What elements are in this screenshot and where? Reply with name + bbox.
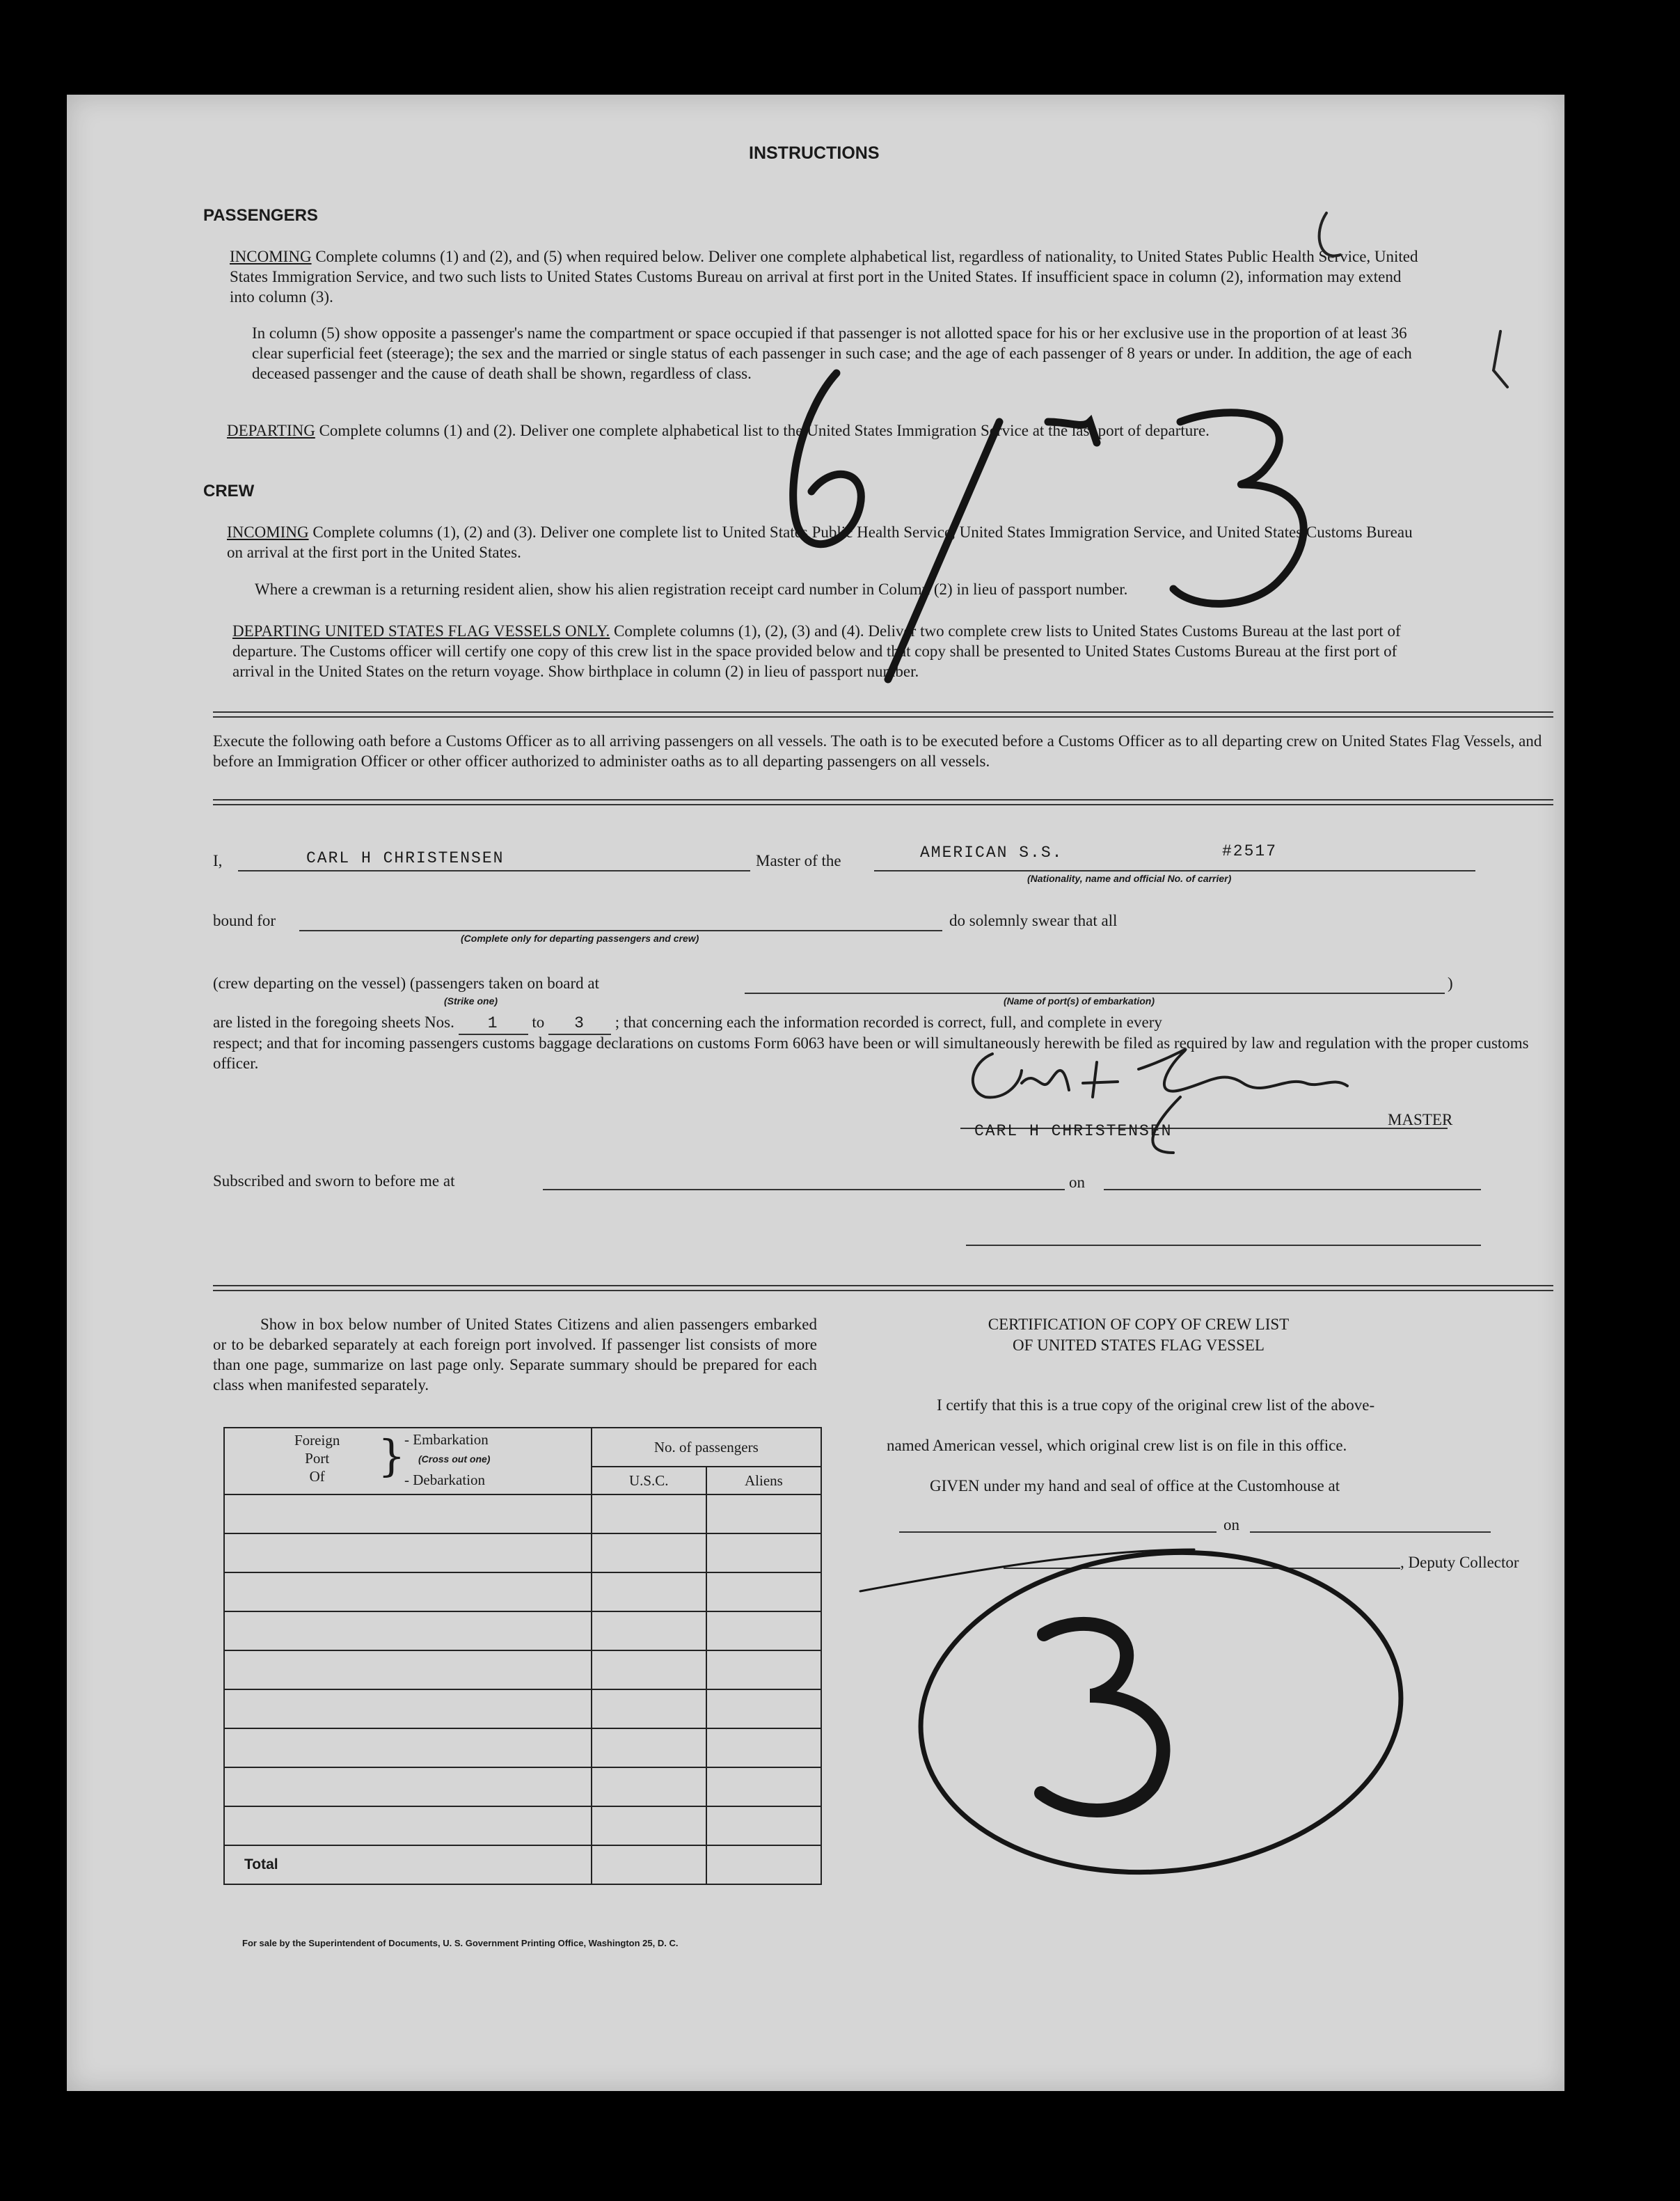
certification-text-3: GIVEN under my hand and seal of office at the Customhouse at [930, 1477, 1340, 1494]
carrier-caption: (Nationality, name and official No. of carrier) [1027, 873, 1232, 884]
certification-title [874, 1314, 1403, 1356]
table-row [224, 1728, 821, 1767]
section-divider-3 [213, 1285, 1553, 1291]
listed-sentence [213, 1012, 1553, 1035]
table-row [224, 1533, 821, 1572]
carrier-line [874, 870, 1475, 871]
section-divider-1 [213, 711, 1553, 718]
sheet-to-field[interactable]: 3 [548, 1013, 611, 1035]
crew-departing-paragraph [232, 621, 1431, 681]
certification-text-2: named American vessel, which original crew list is on file in this office. [887, 1437, 1347, 1454]
crew-departing-text: Complete columns (1), (2), (3) and (4). Deliver two complete crew lists to United States Customs Bureau at the last port of departure. The Customs officer will certify one copy of this crew list in the space provided below and that copy shall be presented to United States Customs Bureau at the first port of arrival in the United States on the return voyage. Show birthplace in column (2) in lieu of passport number. [232, 622, 1401, 680]
foreign-port-header [224, 1428, 592, 1494]
crew-incoming-text: Complete columns (1), (2) and (3). Deliver one complete list to United States Public Health Service, United States Immigration Service, and United States Customs Bureau on arrival at the first port in the United States. [227, 523, 1413, 561]
table-row [224, 1689, 821, 1728]
to-label: to [532, 1013, 545, 1031]
certification-title-line-1: CERTIFICATION OF COPY OF CREW LIST [988, 1316, 1290, 1333]
crew-departing-strike-text: (crew departing on the vessel) (passengers taken on board at [213, 975, 599, 992]
ports-close-paren: ) [1448, 975, 1453, 992]
passengers-departing-paragraph [227, 420, 1431, 441]
crew-incoming-label: INCOMING [227, 523, 309, 541]
of-label: Of [309, 1468, 325, 1485]
subscribed-place-line [543, 1189, 1065, 1190]
carrier-number-field[interactable]: #2517 [1222, 842, 1278, 860]
passenger-summary-table [223, 1427, 822, 1885]
incoming-label: INCOMING [230, 248, 312, 265]
crew-resident-paragraph: Where a crewman is a returning resident alien, show his alien registration receipt card number in Column (2) in lieu of passport number. [255, 581, 1128, 598]
printing-office-footer: For sale by the Superintendent of Documents, U. S. Government Printing Office, Washington 25, D. C. [242, 1938, 679, 1948]
deputy-collector-label: , Deputy Collector [1400, 1554, 1519, 1571]
carrier-field[interactable]: AMERICAN S.S. [920, 844, 1063, 862]
master-label: MASTER [1388, 1111, 1453, 1128]
master-of-label: Master of the [756, 852, 841, 869]
swear-text: do solemnly swear that all [949, 912, 1118, 929]
certification-on-label: on [1223, 1516, 1239, 1533]
aliens-header: Aliens [706, 1467, 821, 1494]
table-row [224, 1806, 821, 1845]
ports-caption: (Name of port(s) of embarkation) [1004, 995, 1155, 1007]
form-sheet [67, 95, 1564, 2091]
certification-text-1: I certify that this is a true copy of the original crew list of the above- [937, 1396, 1375, 1414]
subscribed-label: Subscribed and sworn to before me at [213, 1172, 455, 1190]
passengers-heading: PASSENGERS [203, 206, 318, 225]
foreign-label: Foreign [294, 1432, 340, 1449]
departing-flag-label: DEPARTING UNITED STATES FLAG VESSELS ONLY. [232, 622, 610, 640]
master-name-field[interactable]: CARL H CHRISTENSEN [306, 849, 505, 867]
master-name-line [238, 870, 750, 871]
certification-title-line-2: OF UNITED STATES FLAG VESSEL [1013, 1336, 1265, 1354]
bound-for-line [299, 930, 942, 931]
table-row [224, 1572, 821, 1611]
summary-instructions: Show in box below number of United States Citizens and alien passengers embarked or to be debarked separately at each foreign port involved. If passenger list consists of more than one page, summarize on last page only. Separate summary should be prepared for each class when manifested separately. [213, 1316, 817, 1394]
deputy-collector-line [1004, 1568, 1400, 1569]
table-row [224, 1767, 821, 1806]
table-row [224, 1494, 821, 1533]
usc-header: U.S.C. [592, 1467, 706, 1494]
sheet-from-field[interactable]: 1 [459, 1013, 528, 1035]
table-row [224, 1650, 821, 1689]
oath-intro: Execute the following oath before a Customs Officer as to all arriving passengers on all vessels. The oath is to be executed before a Customs Officer as to all departing crew on United States Flag Vessels, and before an Immigration Officer or other officer authorized to administer oaths as to all departing passengers on all vessels. [213, 732, 1542, 770]
instructions-title: INSTRUCTIONS [749, 143, 880, 163]
port-label: Port [305, 1450, 330, 1467]
certification-date-line [1250, 1531, 1491, 1533]
embarkation-label: - Embarkation [404, 1431, 489, 1448]
bound-for-caption: (Complete only for departing passengers and crew) [461, 933, 699, 944]
listed-text-2: ; that concerning each the information recorded is correct, full, and complete in every [615, 1013, 1162, 1031]
officer-signature-line [966, 1245, 1481, 1246]
column5-paragraph: In column (5) show opposite a passenger's name the compartment or space occupied if that passenger is not allotted space for his or her exclusive use in the proportion of at least 36 clear superficial feet (steerage); the sex and the married or single status of each passenger in such case; and the age of each passenger of 8 years or under. In addition, the age of each deceased passenger and the cause of death shall be shown, regardless of class. [252, 324, 1412, 382]
passengers-incoming-paragraph [230, 246, 1427, 307]
subscribed-date-line [1104, 1189, 1481, 1190]
table-row [224, 1611, 821, 1650]
strike-one-caption: (Strike one) [444, 995, 498, 1007]
no-of-passengers-header: No. of passengers [592, 1428, 821, 1467]
crew-heading: CREW [203, 482, 255, 500]
section-divider-2 [213, 799, 1553, 805]
crew-incoming-paragraph [227, 522, 1431, 562]
customhouse-line [899, 1531, 1217, 1533]
debarkation-label: - Debarkation [404, 1472, 486, 1488]
passengers-incoming-text: Complete columns (1) and (2), and (5) when required below. Deliver one complete alphabetical list, regardless of nationality, to United States Public Health Service, United States Immigration Service, and two such lists to United States Customs Bureau on arrival at first port in the United States. If insufficient space in column (2), information may extend into column (3). [230, 248, 1418, 306]
i-label: I, [213, 852, 223, 869]
departing-label: DEPARTING [227, 422, 315, 439]
cross-out-caption: (Cross out one) [418, 1453, 491, 1465]
total-label: Total [224, 1845, 592, 1884]
respect-text: respect; and that for incoming passengers customs baggage declarations on customs Form 6063 have been or will simultaneously herewith be filed as required by law and regulation with the proper customs officer. [213, 1034, 1529, 1072]
ports-line [745, 993, 1445, 994]
listed-text-1: are listed in the foregoing sheets Nos. [213, 1013, 454, 1031]
total-row [224, 1845, 821, 1884]
circled-number-icon [860, 1529, 1417, 1895]
typed-signature: CARL H CHRISTENSEN [974, 1122, 1173, 1140]
passengers-departing-text: Complete columns (1) and (2). Deliver one complete alphabetical list to the United States Immigration Service at the last port of departure. [315, 422, 1210, 439]
brace-icon: } [378, 1430, 406, 1481]
subscribed-on-label: on [1069, 1174, 1085, 1191]
bound-for-label: bound for [213, 912, 276, 929]
